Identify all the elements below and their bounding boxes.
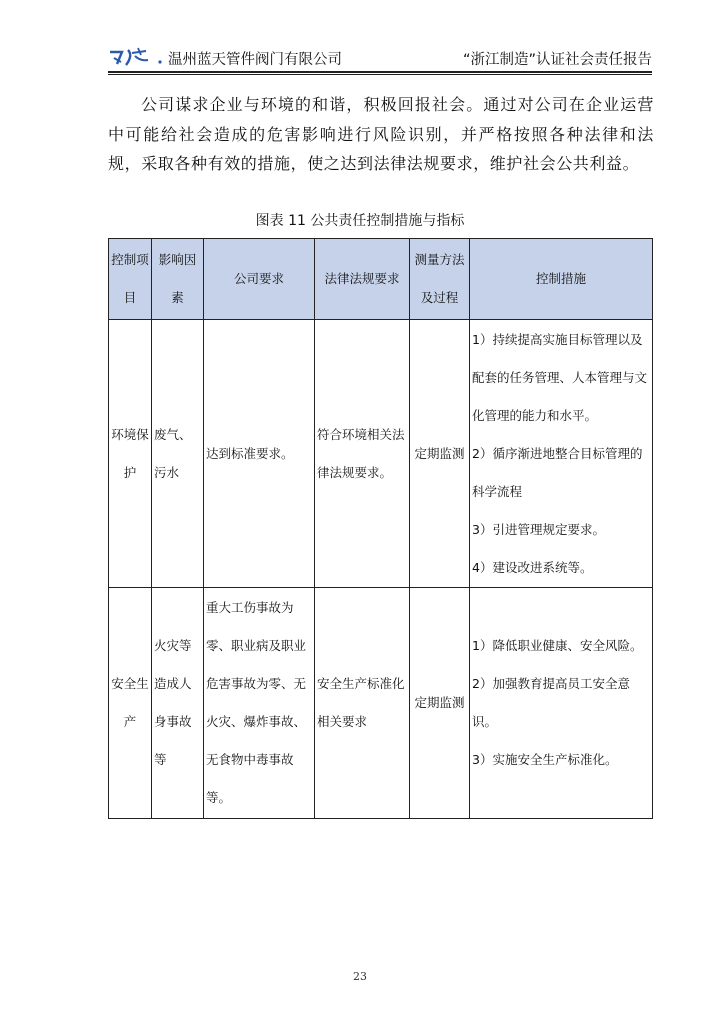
measure-item: 1）降低职业健康、安全风险。 [472,638,643,653]
cell-measures [470,320,653,588]
col-header-method: 测量方法及过程 [410,239,470,320]
col-header-item: 控制项目 [109,239,152,320]
cell-item: 环境保护 [109,320,152,588]
page-number: 23 [353,970,367,983]
table-row [109,588,653,819]
header-rule-thin [108,74,652,75]
report-title: “浙江制造”认证社会责任报告 [462,52,652,68]
col-header-factor: 影响因素 [152,239,204,320]
cell-law-req: 符合环境相关法律法规要求。 [315,320,410,588]
col-header-company-req: 公司要求 [204,239,315,320]
measure-item: 2）循序渐进地整合目标管理的科学流程 [472,445,643,499]
measure-item: 3）实施安全生产标准化。 [472,752,618,767]
cell-method: 定期监测 [410,588,470,819]
intro-paragraph: 公司谋求企业与环境的和谐，积极回报社会。通过对公司在企业运营中可能给社会造成的危害影响进行风险识别，并严格按照各种法律和法规，采取各种有效的措施，使之达到法律法规要求，维护社会公共利益。 [108,95,654,173]
page-header [108,44,652,72]
company-logo [108,46,166,68]
measure-item: 3）引进管理规定要求。 [472,521,605,537]
col-header-law-req: 法律法规要求 [315,239,410,320]
cell-method: 定期监测 [410,320,470,588]
cell-company-req: 达到标准要求。 [204,320,315,588]
control-measures-table [108,238,653,819]
cell-law-req: 安全生产标准化相关要求 [315,588,410,819]
col-header-measures: 控制措施 [470,239,653,320]
cell-measures [470,588,653,819]
table-header-row [109,239,653,320]
cell-factor: 废气、污水 [152,320,204,588]
table-row [109,320,653,588]
cell-item: 安全生产 [109,588,152,819]
measure-item: 2）加强教育提高员工安全意识。 [472,676,630,729]
measure-item: 4）建设改进系统等。 [472,559,593,575]
cell-company-req: 重大工伤事故为零、职业病及职业危害事故为零、无火灾、爆炸事故、无食物中毒事故等。 [204,588,315,819]
header-rule-thick [108,71,652,73]
table-caption: 图表 11 公共责任控制措施与指标 [255,213,465,229]
cell-factor: 火灾等造成人身事故等 [152,588,204,819]
measure-item: 1）持续提高实施目标管理以及配套的任务管理、人本管理与文化管理的能力和水平。 [472,331,648,423]
company-name: 温州蓝天管件阀门有限公司 [168,52,342,68]
